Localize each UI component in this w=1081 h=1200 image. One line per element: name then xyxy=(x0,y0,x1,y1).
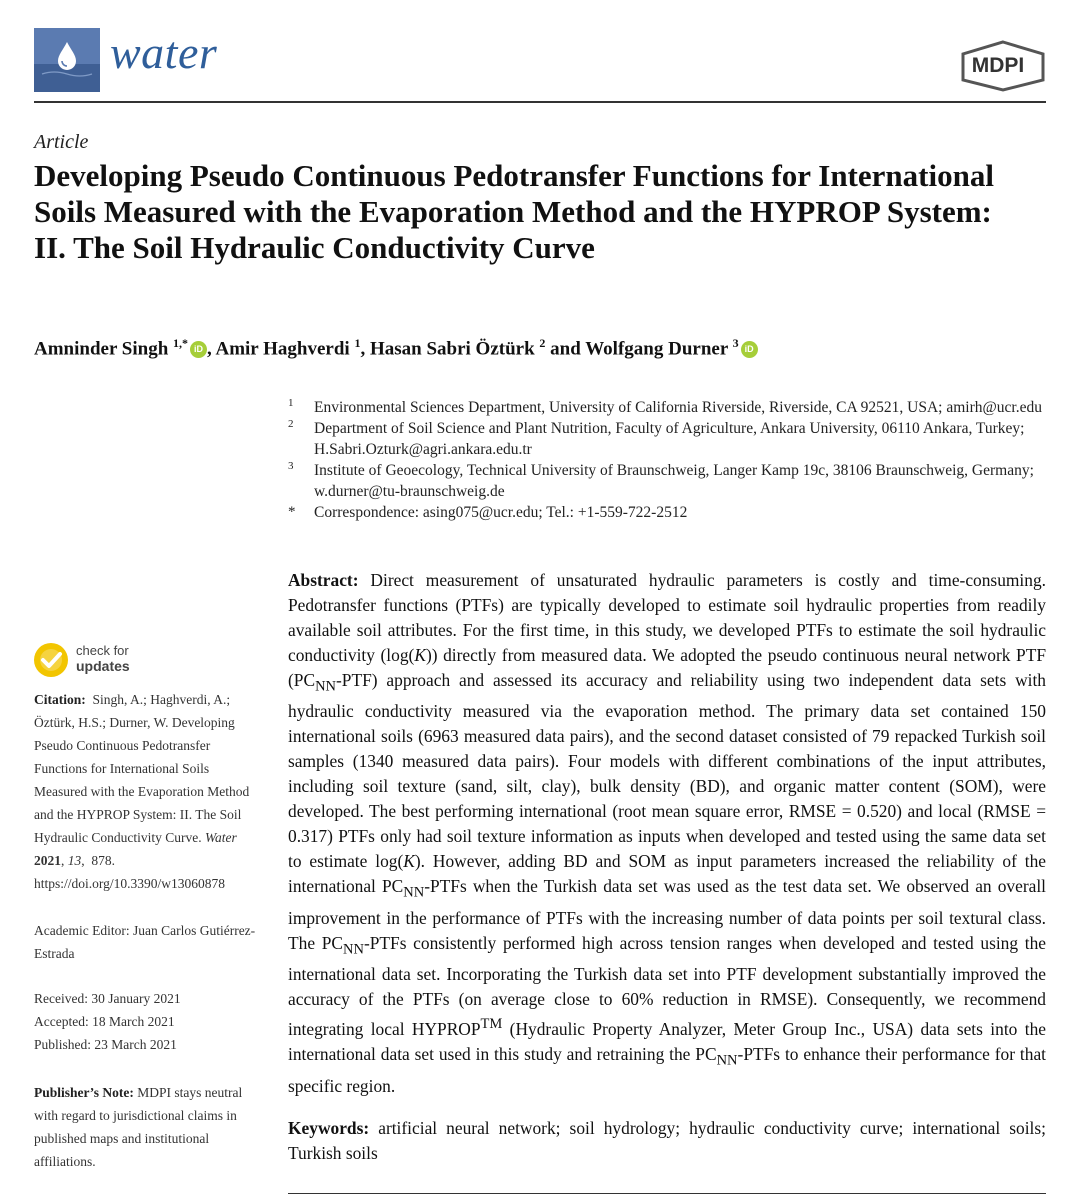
academic-editor: Academic Editor: Juan Carlos Gutiérrez-Estrada xyxy=(34,923,256,961)
water-drop-icon xyxy=(34,28,100,92)
journal-name: water xyxy=(110,27,218,78)
affiliation-text: Department of Soil Science and Plant Nutrition, Faculty of Agriculture, Ankara University, 06110 Ankara, Turkey; H.Sabri.Ozturk@agri.ankara.edu.tr xyxy=(314,420,1025,458)
citation-year: 2021 xyxy=(34,853,61,868)
author-affiliation-mark: 3 xyxy=(732,336,739,350)
mdpi-logo-text: MDPI xyxy=(971,54,1025,77)
author-separator: , xyxy=(360,338,370,360)
received-date: Received: 30 January 2021 xyxy=(34,991,181,1006)
affiliation-item xyxy=(288,502,1048,523)
dates xyxy=(34,987,260,1056)
citation-volume: 13 xyxy=(67,853,82,868)
keywords-text: artificial neural network; soil hydrology; hydraulic conductivity curve; international soils; Turkish soils xyxy=(288,1118,1046,1163)
author-list xyxy=(34,336,758,360)
affiliation-mark: 2 xyxy=(288,418,294,430)
bottom-divider xyxy=(288,1193,1046,1194)
keywords xyxy=(288,1116,1046,1166)
author-separator: , xyxy=(207,338,216,360)
author-affiliation-mark: 2 xyxy=(539,336,546,350)
citation: Citation: Singh, A.; Haghverdi, A.; Öztürk, H.S.; Durner, W. Developing Pseudo Continuous Pedotransfer Functions for International Soils Measured with the Evaporation Method and the HYPROP System: II. The Soil Hydraulic Conductivity Curve. Water 2021, 13, 878. https://doi.org/10.3390/w13060878 xyxy=(34,692,250,891)
article-type: Article xyxy=(34,131,89,153)
affiliation-item xyxy=(288,460,1048,502)
orcid-icon[interactable]: iD xyxy=(190,341,207,358)
affiliation-mark: * xyxy=(288,504,296,520)
citation-label: Citation: xyxy=(34,692,86,707)
affiliations xyxy=(288,397,1048,523)
keywords-label: Keywords: xyxy=(288,1118,370,1138)
author-separator: and xyxy=(545,338,586,360)
publisher-note-text: MDPI stays neutral with regard to jurisdictional claims in published maps and institutional affiliations. xyxy=(34,1085,243,1169)
check-updates-line1: check for xyxy=(76,643,129,658)
mdpi-logo xyxy=(959,40,1047,92)
affiliation-mark: 3 xyxy=(288,460,294,472)
citation-doi-link[interactable]: https://doi.org/10.3390/w13060878 xyxy=(34,876,226,891)
affiliation-item xyxy=(288,418,1048,460)
publisher-note-label: Publisher’s Note: xyxy=(34,1085,134,1100)
affiliation-mark: 1 xyxy=(288,397,294,409)
orcid-icon[interactable]: iD xyxy=(741,341,758,358)
check-updates-line2: updates xyxy=(76,658,130,674)
author-name: Hasan Sabri Öztürk xyxy=(369,338,535,360)
author-affiliation-mark: 1 xyxy=(354,336,361,350)
author-name: Wolfgang Durner xyxy=(585,338,728,360)
published-date: Published: 23 March 2021 xyxy=(34,1037,177,1052)
publisher-note xyxy=(34,1081,260,1173)
affiliation-item xyxy=(288,397,1048,418)
abstract-label: Abstract: xyxy=(288,570,359,590)
author-name: Amninder Singh xyxy=(34,338,169,360)
article-title: Developing Pseudo Continuous Pedotransfer Functions for International Soils Measured with the Evaporation Method and the HYPROP System: II. The Soil Hydraulic Conductivity Curve xyxy=(34,158,994,265)
abstract: Abstract: Direct measurement of unsaturated hydraulic parameters is costly and time-consuming. Pedotransfer functions (PTFs) are typically developed to estimate soil hydraulic properties from readily available soil attributes. For the first time, in this study, we developed PTFs to estimate the soil hydraulic conductivity (log(K)) directly from measured data. We adopted the pseudo continuous neural network PTF $(PC_{NN}-PTF)$ approach and assessed its accuracy and reliability using two independent data sets with hydraulic conductivity measured via the evaporation method. The primary data set contained 150 international soils (6963 measured data pairs), and the second dataset consisted of 79 repacked Turkish soil samples (1340 measured data pairs). Four models with different combinations of the input attributes, including soil texture (sand, silt, clay), bulk density (BD), and organic matter content (SOM), were developed. The best performing international (root mean square error, RMSE = 0.520) and local (RMSE = 0.317) PTFs only had soil texture information as inputs when developed and tested using the same data set to estimate log(K). However, adding BD and SOM as input parameters increased the reliability of the international $PC_{NN}$-PTFs when the Turkish data set was used as the test data set. We observed an overall improvement in the performance of PTFs with the increasing number of data points per soil textural class. The $PC_{NN}$-PTFs consistently performed high across tension ranges when developed and tested using the international data set. Incorporating the Turkish data set into PTF development substantially improved the accuracy of the PTFs (on average close to 60% reduction in RMSE). Consequently, we recommend integrating local HYPROP™ (Hydraulic Property Analyzer, Meter Group Inc., USA) data sets into the international data set used in this study and retraining the $PC_{NN}$-PTFs to enhance their performance for that specific region. xyxy=(288,570,1047,1096)
header-divider xyxy=(34,101,1046,103)
affiliation-text: Correspondence: asing075@ucr.edu; Tel.: +1-559-722-2512 xyxy=(314,504,688,521)
affiliation-text: Environmental Sciences Department, University of California Riverside, Riverside, CA 92521, USA; amirh@ucr.edu xyxy=(314,399,1042,416)
citation-authors: Singh, A.; Haghverdi, A.; Öztürk, H.S.; Durner, W. Developing Pseudo Continuous Pedotransfer Functions for International Soils Measured with the Evaporation Method and the HYPROP System: II. The Soil Hydraulic Conductivity Curve. xyxy=(34,692,250,845)
check-for-updates-badge[interactable] xyxy=(34,642,154,682)
citation-pages: 878. xyxy=(91,853,115,868)
author-name: Amir Haghverdi xyxy=(215,338,350,360)
citation-journal: Water xyxy=(204,830,237,845)
journal-logo xyxy=(34,28,100,92)
accepted-date: Accepted: 18 March 2021 xyxy=(34,1014,175,1029)
author-affiliation-mark: 1,* xyxy=(173,336,189,350)
check-icon xyxy=(34,643,68,677)
affiliation-text: Institute of Geoecology, Technical University of Braunschweig, Langer Kamp 19c, 38106 Braunschweig, Germany; w.durner@tu-braunschweig.de xyxy=(314,462,1034,500)
